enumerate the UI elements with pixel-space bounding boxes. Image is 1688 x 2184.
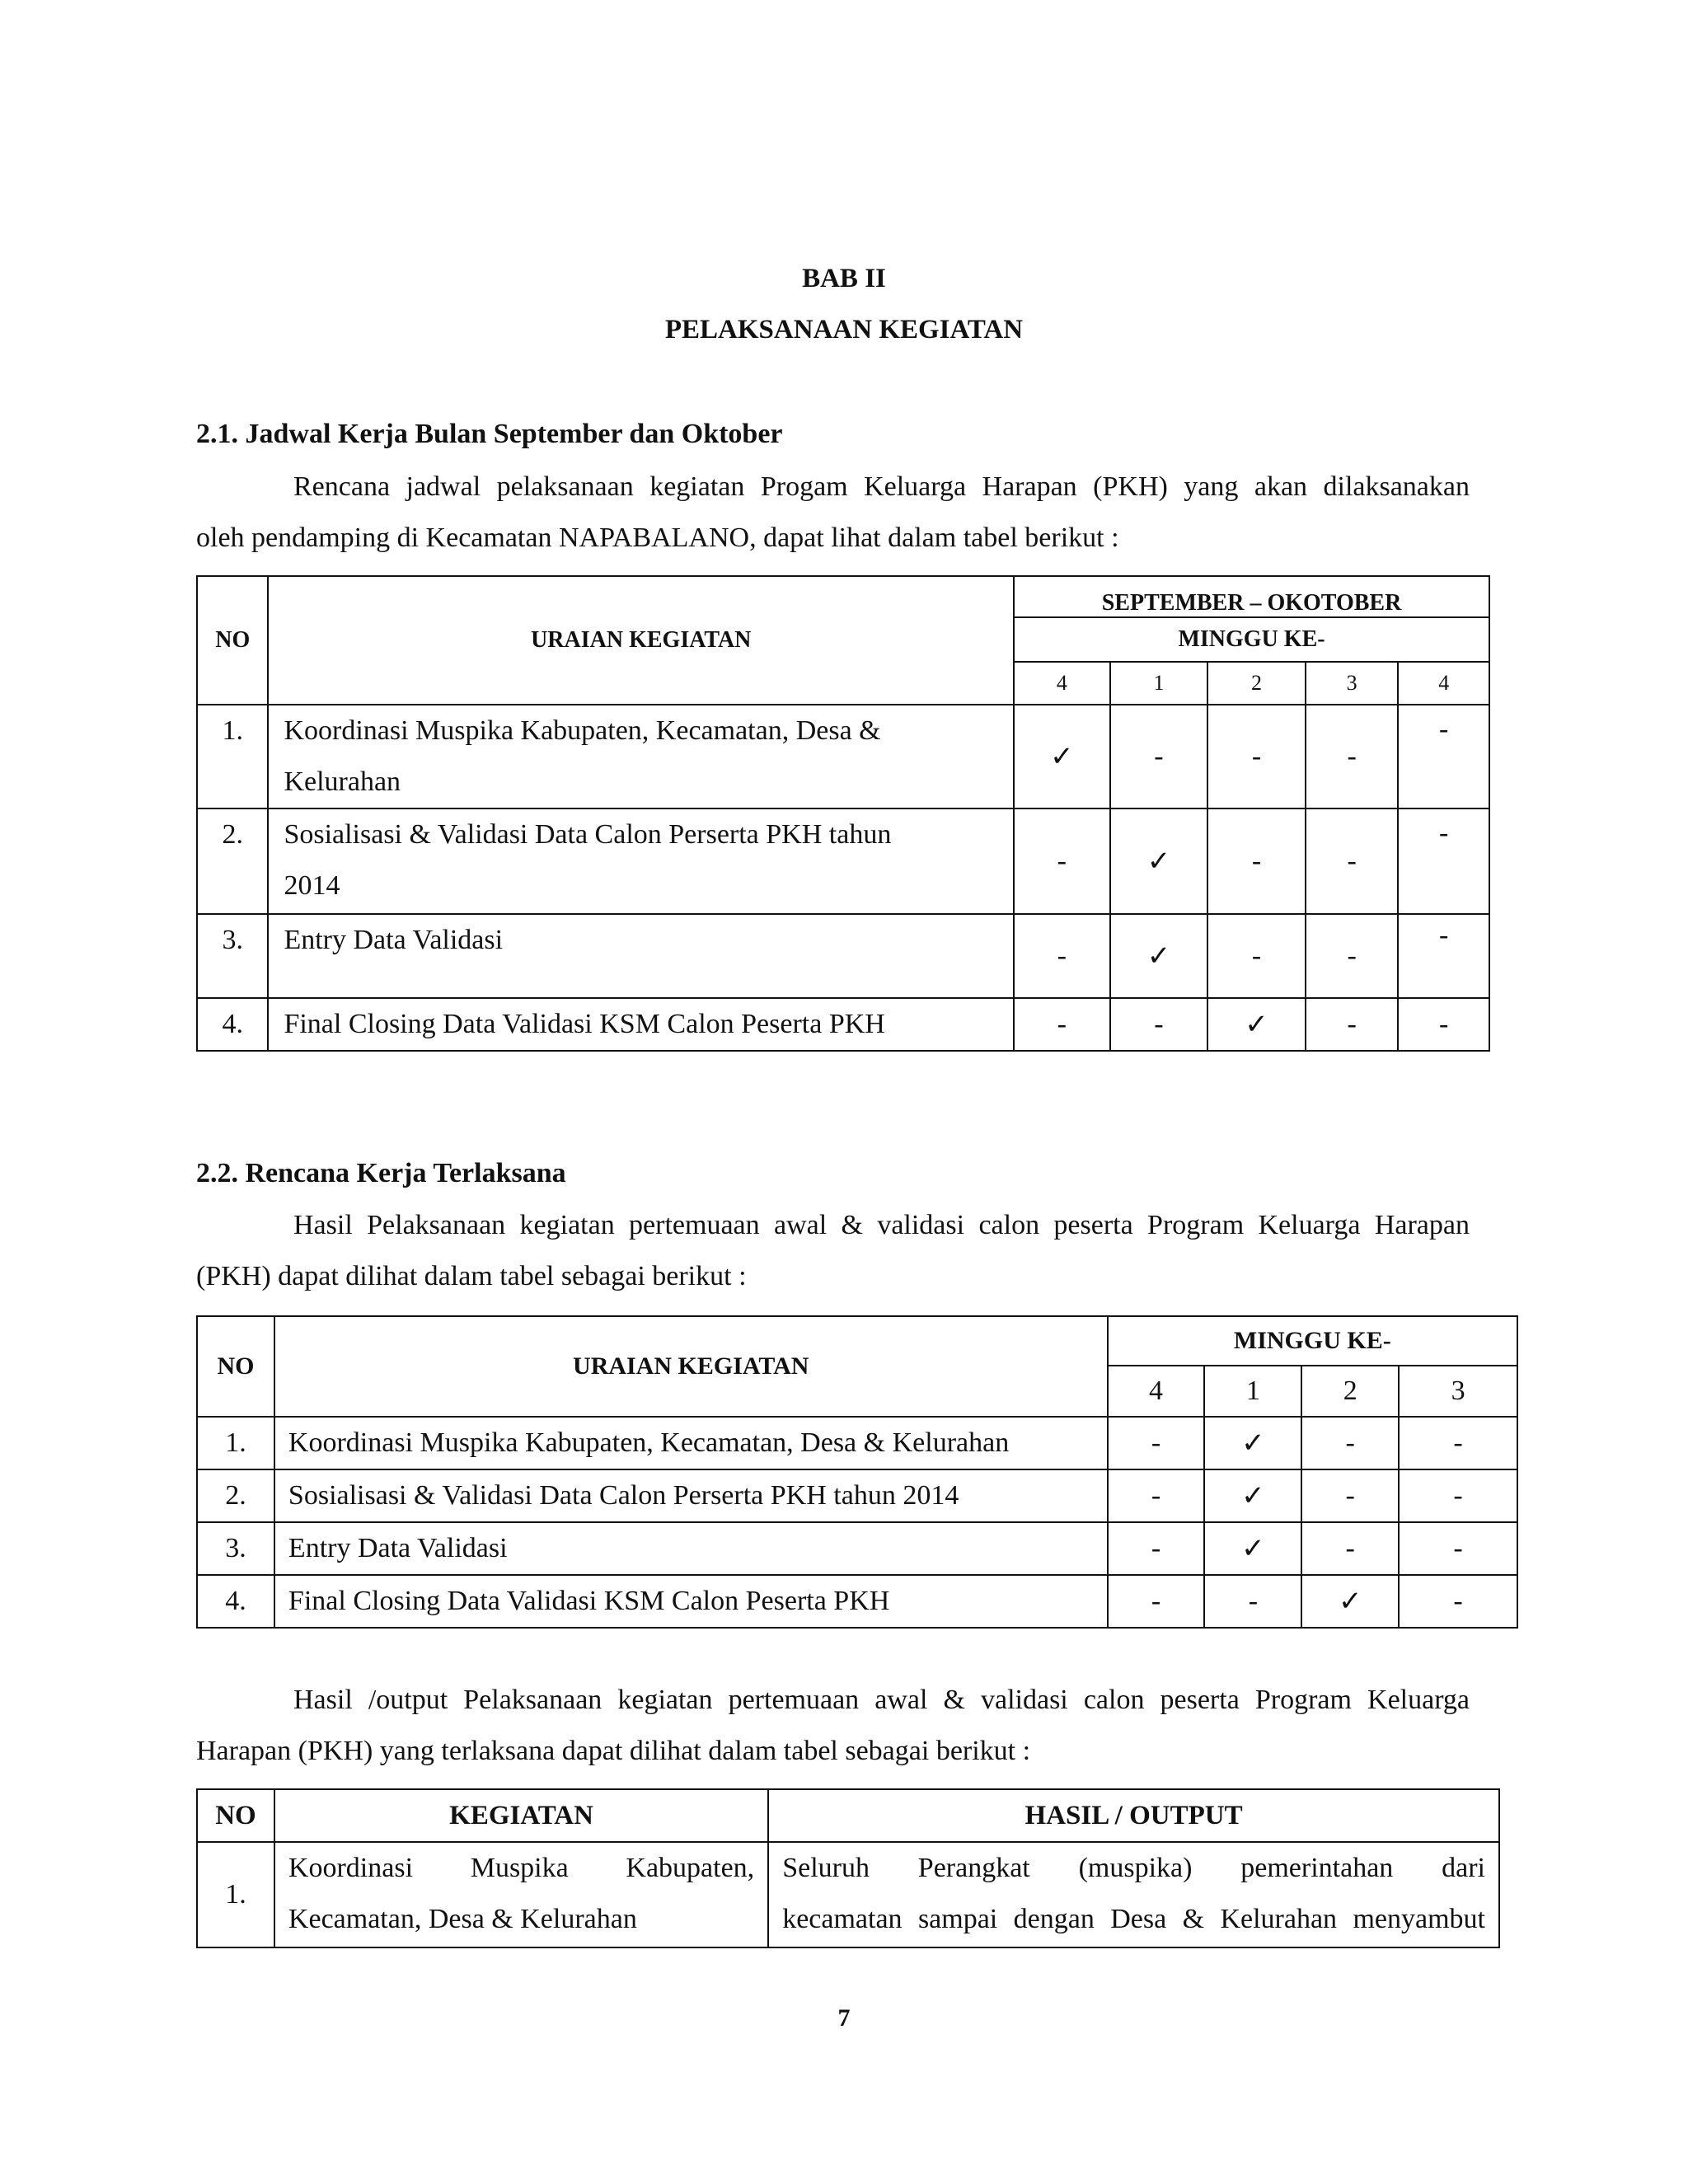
row-mark: ✓: [1110, 808, 1208, 914]
section1-para-line1: Rencana jadwal pelaksanaan kegiatan Progam Keluarga Harapan (PKH) yang akan dilaksanakan: [293, 471, 1470, 502]
schedule-week: 4: [1014, 662, 1110, 705]
schedule-header-uraian: URAIAN KEGIATAN: [268, 576, 1014, 705]
row-activity: Entry Data Validasi: [268, 914, 1014, 998]
row-mark: -: [1014, 808, 1110, 914]
chapter-heading: BAB II: [802, 264, 886, 293]
row-mark: -: [1398, 998, 1489, 1051]
realized-header-uraian: URAIAN KEGIATAN: [274, 1316, 1108, 1417]
row-mark: ✓: [1204, 1417, 1301, 1469]
row-mark: -: [1108, 1575, 1205, 1628]
row-hasil: Seluruh Perangkat (muspika) pemerintahan dari kecamatan sampai dengan Desa & Kelurahan menyambut: [768, 1842, 1499, 1947]
section2-paragraph: [196, 1200, 1470, 1302]
schedule-header-period: SEPTEMBER – OKOTOBER: [1014, 576, 1489, 617]
row-mark: -: [1108, 1522, 1205, 1575]
row-number: 3.: [197, 1522, 274, 1575]
row-mark: -: [1108, 1469, 1205, 1522]
realized-header-no: NO: [197, 1316, 274, 1417]
row-number: 2.: [197, 1469, 274, 1522]
row-kegiatan: Koordinasi Muspika Kabupaten, Kecamatan, Desa & Kelurahan: [274, 1842, 768, 1947]
table-row: [197, 1575, 1517, 1628]
schedule-header-minggu: MINGGU KE-: [1014, 617, 1489, 662]
row-mark: -: [1207, 914, 1306, 998]
row-mark: -: [1301, 1469, 1399, 1522]
row-mark: -: [1014, 914, 1110, 998]
table-row: [197, 705, 1489, 808]
realized-week: 2: [1301, 1366, 1399, 1417]
row-number: 4.: [197, 1575, 274, 1628]
row-number: 1.: [197, 1842, 274, 1947]
row-number: 2.: [197, 808, 268, 914]
schedule-week: 3: [1306, 662, 1399, 705]
schedule-week: 4: [1398, 662, 1489, 705]
row-mark: -: [1306, 998, 1399, 1051]
section2-heading: 2.2. Rencana Kerja Terlaksana: [196, 1158, 566, 1188]
chapter-title: PELAKSANAAN KEGIATAN: [664, 315, 1024, 344]
row-mark: -: [1399, 1575, 1517, 1628]
row-activity: Final Closing Data Validasi KSM Calon Peserta PKH: [268, 998, 1014, 1051]
row-mark: -: [1398, 914, 1489, 998]
row-mark: -: [1399, 1469, 1517, 1522]
row-number: 1.: [197, 1417, 274, 1469]
row-mark: ✓: [1014, 705, 1110, 808]
table-row: [197, 1842, 1499, 1947]
table-row: [197, 914, 1489, 998]
section2-paragraph2: [196, 1675, 1470, 1777]
row-mark: -: [1301, 1522, 1399, 1575]
row-activity: Koordinasi Muspika Kabupaten, Kecamatan, Desa & Kelurahan: [268, 705, 1014, 808]
section2-para-line2: (PKH) dapat dilihat dalam tabel sebagai berikut :: [196, 1261, 747, 1291]
row-mark: -: [1399, 1522, 1517, 1575]
row-mark: ✓: [1110, 914, 1208, 998]
row-activity: Sosialisasi & Validasi Data Calon Perserta PKH tahun 2014: [268, 808, 1014, 914]
section1-paragraph: [196, 462, 1470, 564]
row-activity: Koordinasi Muspika Kabupaten, Kecamatan, Desa & Kelurahan: [274, 1417, 1108, 1469]
schedule-week: 1: [1110, 662, 1208, 705]
schedule-table: [196, 575, 1490, 1052]
row-mark: -: [1306, 705, 1399, 808]
table-row: [197, 998, 1489, 1051]
row-mark: ✓: [1301, 1575, 1399, 1628]
row-activity: Entry Data Validasi: [274, 1522, 1108, 1575]
realized-week: 1: [1204, 1366, 1301, 1417]
row-mark: ✓: [1204, 1522, 1301, 1575]
row-mark: -: [1207, 808, 1306, 914]
row-mark: -: [1306, 808, 1399, 914]
row-mark: -: [1110, 705, 1208, 808]
output-header-kegiatan: KEGIATAN: [274, 1789, 768, 1842]
row-mark: -: [1399, 1417, 1517, 1469]
schedule-header-no: NO: [197, 576, 268, 705]
section2-para2-line2: Harapan (PKH) yang terlaksana dapat dilihat dalam tabel sebagai berikut :: [196, 1736, 1031, 1766]
table-row: [197, 808, 1489, 914]
realized-header-minggu: MINGGU KE-: [1108, 1316, 1517, 1366]
row-number: 4.: [197, 998, 268, 1051]
row-mark: ✓: [1204, 1469, 1301, 1522]
output-header-no: NO: [197, 1789, 274, 1842]
section2-para2-line1: Hasil /output Pelaksanaan kegiatan pertemuaan awal & validasi calon peserta Program Keluarga: [293, 1685, 1470, 1715]
row-mark: -: [1306, 914, 1399, 998]
row-activity: Sosialisasi & Validasi Data Calon Perserta PKH tahun 2014: [274, 1469, 1108, 1522]
table-row: [197, 1469, 1517, 1522]
section1-para-line2: oleh pendamping di Kecamatan NAPABALANO, dapat lihat dalam tabel berikut :: [196, 523, 1119, 553]
row-mark: ✓: [1207, 998, 1306, 1051]
row-mark: -: [1014, 998, 1110, 1051]
realized-week: 4: [1108, 1366, 1205, 1417]
output-table: [196, 1788, 1500, 1948]
row-mark: -: [1398, 705, 1489, 808]
row-mark: -: [1301, 1417, 1399, 1469]
realized-week: 3: [1399, 1366, 1517, 1417]
section2-para-line1: Hasil Pelaksanaan kegiatan pertemuaan awal & validasi calon peserta Program Keluarga Harapan: [293, 1210, 1470, 1240]
realized-table: [196, 1315, 1518, 1629]
row-mark: -: [1398, 808, 1489, 914]
row-mark: -: [1204, 1575, 1301, 1628]
row-mark: -: [1110, 998, 1208, 1051]
table-row: [197, 1522, 1517, 1575]
output-header-hasil: HASIL / OUTPUT: [768, 1789, 1499, 1842]
section1-heading: 2.1. Jadwal Kerja Bulan September dan Oktober: [196, 419, 783, 449]
row-mark: -: [1108, 1417, 1205, 1469]
row-mark: -: [1207, 705, 1306, 808]
row-number: 1.: [197, 705, 268, 808]
row-activity: Final Closing Data Validasi KSM Calon Peserta PKH: [274, 1575, 1108, 1628]
table-row: [197, 1417, 1517, 1469]
row-number: 3.: [197, 914, 268, 998]
page-number: 7: [837, 2004, 851, 2032]
schedule-week: 2: [1207, 662, 1306, 705]
